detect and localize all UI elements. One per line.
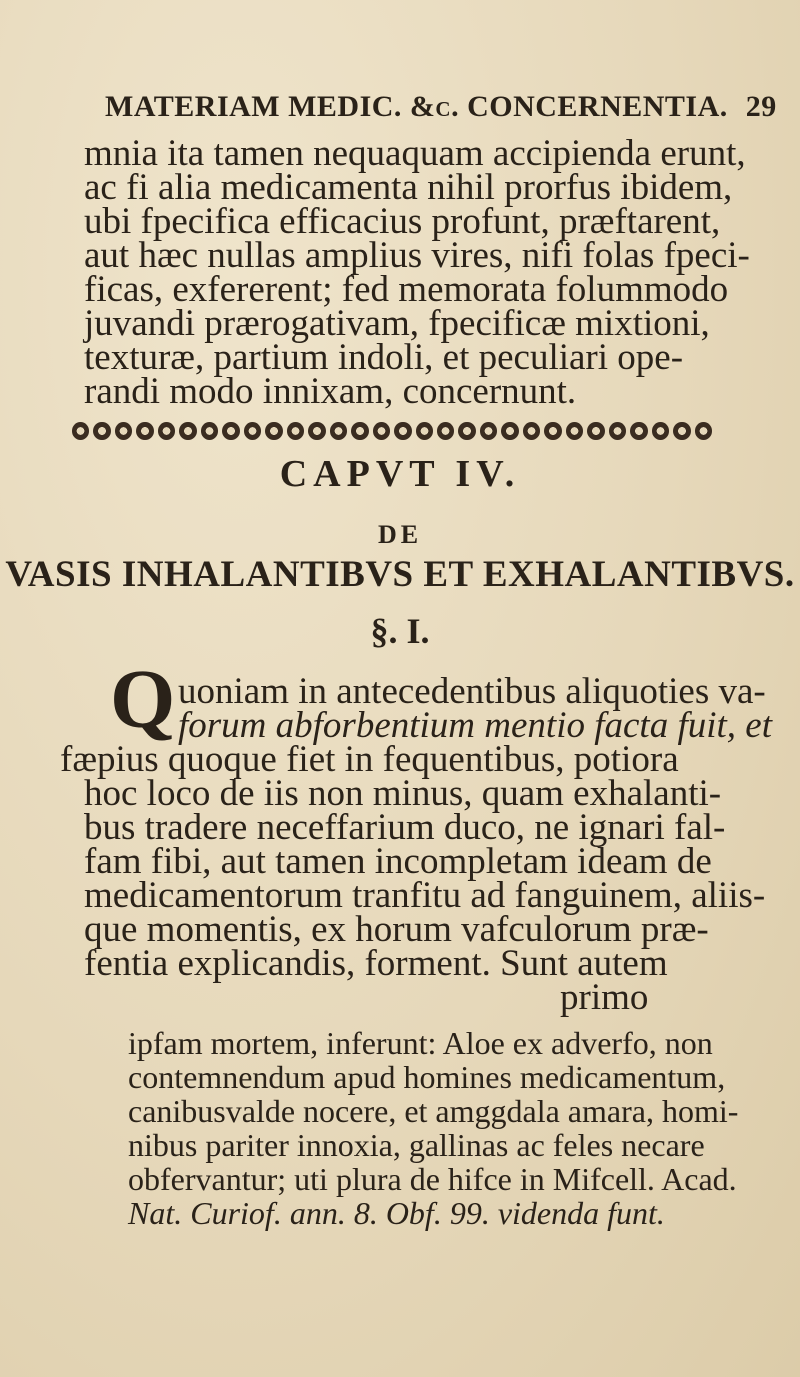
text-line: ficas, exfererent; fed memorata folummodo bbox=[84, 269, 729, 310]
footnote-line: ipfam mortem, inferunt: Aloe ex adverfo, non bbox=[128, 1025, 713, 1061]
chapter-de: DE bbox=[377, 520, 423, 549]
text-line: que momentis, ex horum vafculorum præ- bbox=[84, 909, 709, 950]
text-line: texturæ, partium indoli, et peculiari ope- bbox=[84, 337, 684, 378]
running-header bbox=[105, 90, 777, 124]
catchword: primo bbox=[560, 977, 649, 1018]
text-line: aut hæc nullas amplius vires, nifi folas fpeci- bbox=[84, 235, 750, 276]
text-line: bus tradere neceffarium duco, ne ignari fal- bbox=[84, 807, 726, 848]
running-title: MATERIAM MEDIC. &c. CONCERNENTIA. bbox=[105, 90, 728, 123]
footnote-line: nibus pariter innoxia, gallinas ac feles necare bbox=[128, 1127, 705, 1163]
text-line: hoc loco de iis non minus, quam exhalanti- bbox=[84, 773, 722, 814]
text-line: fam fibi, aut tamen incompletam ideam de bbox=[84, 841, 712, 882]
text-line: ac fi alia medicamenta nihil prorfus ibidem, bbox=[84, 167, 733, 208]
chapter-title: CAPVT IV. bbox=[279, 453, 521, 495]
footnote-line: Nat. Curiof. ann. 8. Obf. 99. videnda funt. bbox=[128, 1195, 665, 1231]
text-line: uoniam in antecedentibus aliquoties va- bbox=[178, 671, 766, 712]
text-line: ubi fpecifica efficacius profunt, præftarent, bbox=[84, 201, 721, 242]
text-line: fentia explicandis, forment. Sunt autem bbox=[84, 943, 668, 984]
text-line: randi modo innixam, concernunt. bbox=[84, 371, 577, 412]
text-line: forum abforbentium mentio facta fuit, et bbox=[178, 705, 773, 746]
drop-cap: Q bbox=[110, 653, 176, 746]
footnote-line: contemnendum apud homines medicamentum, bbox=[128, 1059, 726, 1095]
footnote-line: canibusvalde nocere, et amggdala amara, homi- bbox=[128, 1093, 739, 1129]
text-line: mnia ita tamen nequaquam accipienda erunt, bbox=[84, 133, 746, 174]
section-mark: §. I. bbox=[370, 611, 430, 651]
text-line: medicamentorum tranfitu ad fanguinem, aliis- bbox=[84, 875, 766, 916]
ornamental-rule bbox=[72, 418, 712, 444]
text-line: fæpius quoque fiet in fequentibus, potiora bbox=[60, 739, 679, 780]
chapter-subtitle: VASIS INHALANTIBVS ET EXHALANTIBVS. bbox=[5, 554, 795, 595]
text-line: juvandi prærogativam, fpecificæ mixtioni, bbox=[84, 303, 710, 344]
footnote-line: obfervantur; uti plura de hifce in Mifcell. Acad. bbox=[128, 1161, 737, 1197]
page-number: 29 bbox=[745, 90, 777, 123]
